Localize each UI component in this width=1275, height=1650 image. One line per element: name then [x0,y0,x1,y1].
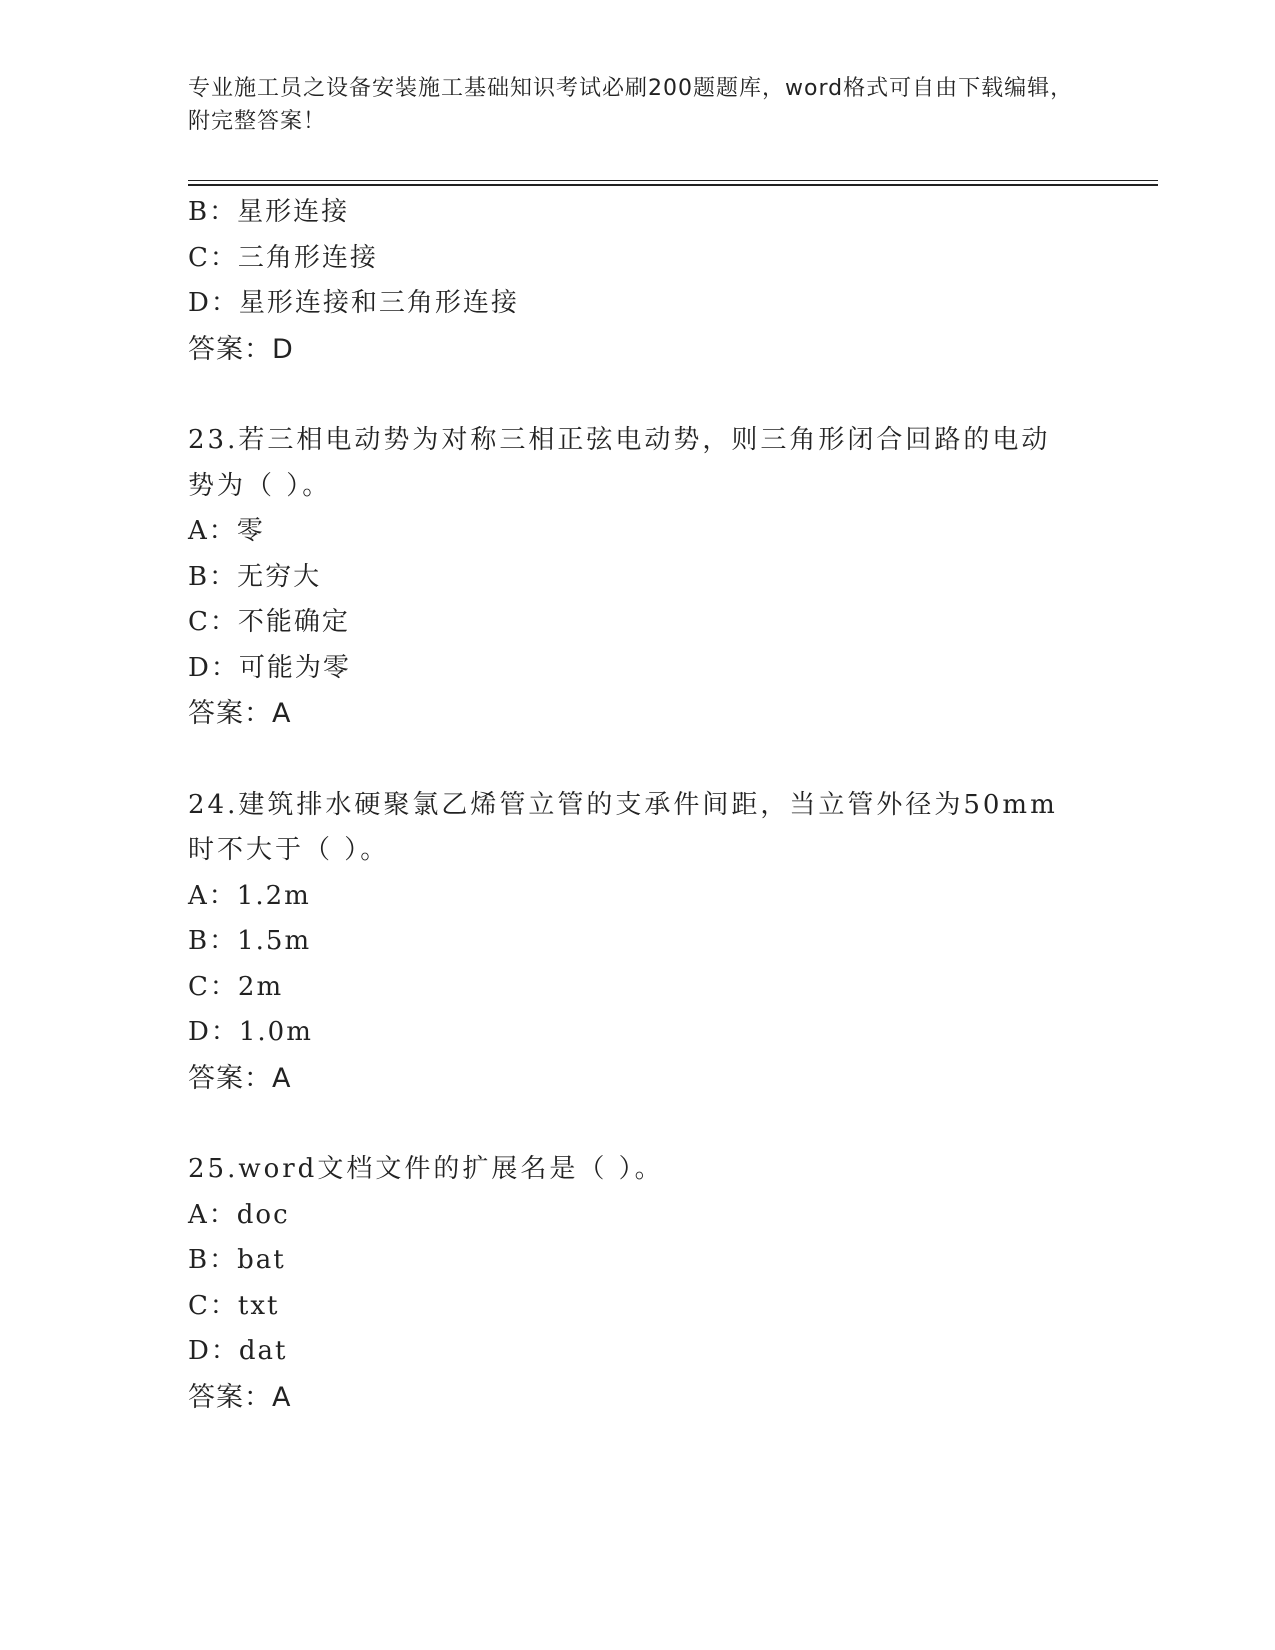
option-b: B：1.5m [188,926,312,956]
answer-line: 答案：A [188,1062,292,1094]
option-b: B：bat [188,1245,286,1275]
question-stem: 24.建筑排水硬聚氯乙烯管立管的支承件间距，当立管外径为50mm时不大于（ ）。 [188,789,1058,865]
question-stem: 25.word文档文件的扩展名是（ ）。 [188,1154,664,1184]
option-d: D：dat [188,1336,288,1366]
question-block-continued [188,190,1088,372]
option-b: B：星形连接 [188,197,350,227]
option-a: A：零 [188,516,265,546]
header-divider-thick [188,184,1158,186]
option-c: C：2m [188,971,284,1002]
option-d: D：可能为零 [188,652,351,683]
answer-line: 答案：A [188,698,292,729]
header-divider-thin [188,180,1158,181]
answer-line: 答案：A [188,1381,292,1413]
question-block-25 [188,1147,1088,1420]
option-d: D：星形连接和三角形连接 [188,288,519,318]
question-content [188,190,1088,1420]
question-block-23 [188,418,1088,737]
option-a: A：doc [188,1199,290,1230]
option-c: C：不能确定 [188,607,350,637]
document-header-title: 专业施工员之设备安装施工基础知识考试必刷200题题库，word格式可自由下载编辑，附完整答案！ [188,76,1074,134]
option-b: B：无穷大 [188,561,322,592]
option-a: A：1.2m [188,880,311,911]
question-block-24 [188,783,1088,1102]
option-d: D：1.0m [188,1017,313,1047]
option-c: C：txt [188,1290,280,1321]
answer-line: 答案：D [188,333,294,365]
question-stem: 23.若三相电动势为对称三相正弦电动势，则三角形闭合回路的电动势为（ ）。 [188,425,1051,501]
option-c: C：三角形连接 [188,242,378,273]
